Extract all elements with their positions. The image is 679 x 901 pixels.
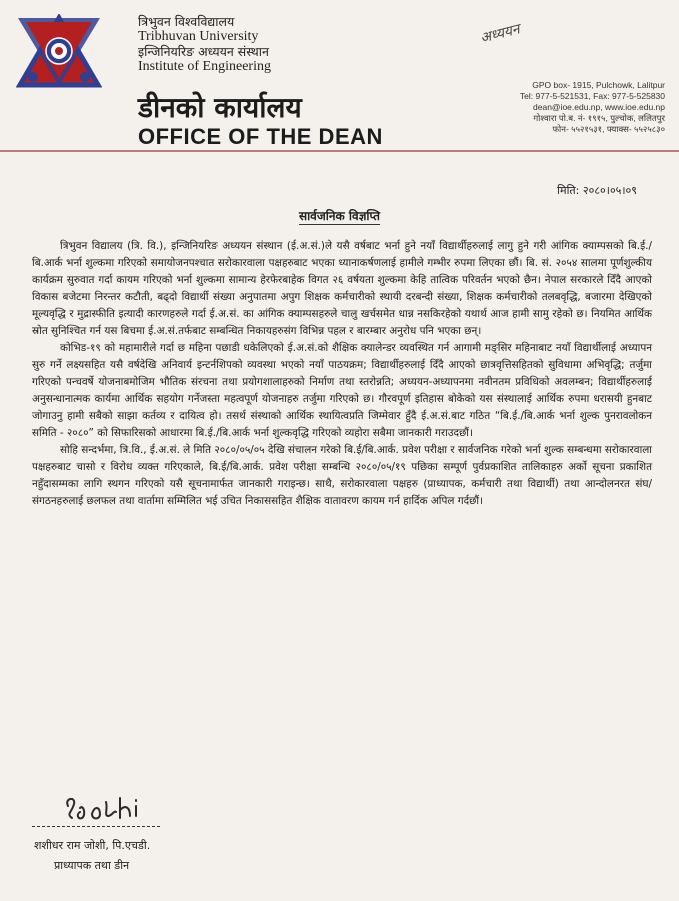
paragraph: सोहि सन्दर्भमा, त्रि.वि., ई.अ.सं. ले मिति २०८०/०५/०५ देखि संचालन गरेको बि.ई/बि.आर्क. प्रवेश परीक्षा र सार्वजनिक गरेको भर्ना शुल्क सम्बन्धमा सरोकारवाला पक्षहरुबाट चासो र विरोध व्यक्त गरिएकाले, बि.ई/बि.आर्क. प्रवेश परीक्षा सम्बन्धि २०८०/०५/१९ पछिका सम्पूर्ण पुर्वप्रकाशित तालिकाहरु अर्को सूचना प्रकाशित नहुँदासम्मका लागि स्थगन गरिएको यसै सूचनामार्फत जानकारी गराइन्छ। साथै, सरोकारवाला पक्षहरु (प्राध्यापक, कर्मचारी तथा विद्यार्थी) तथा आन्दोलनरत संघ/संगठनहरुलाई छलफल तथा वार्तामा सम्मिलित भई उचित निकाससहित शैक्षिक वातावरण कायम गर्न हार्दिक अपिल गर्दछौं। (32, 444, 652, 507)
contact-address: GPO box- 1915, Pulchowk, Lalitpur (532, 80, 665, 90)
handwritten-note: अध्ययन (478, 21, 522, 47)
institute-name-en: Institute of Engineering (138, 59, 271, 74)
notice-subject-text: सार्वजनिक विज्ञप्ति (298, 209, 381, 223)
institution-name-block (138, 14, 271, 74)
paragraph: त्रिभुवन विद्यालय (त्रि. वि.), इन्जिनियरिङ अध्ययन संस्थान (ई.अ.सं.)ले यसै वर्षबाट भर्ना हुने नयाँ विद्यार्थीहरुलाई लागु हुने गरी आंगिक क्याम्पसको बि.ई./बि.आर्क भर्ना शुल्कमा गरिएको समायोजनपश्चात सरोकारवाला पक्षहरुबाट भएका ध्यानाकर्षणलाई हामीले गम्भीर रुपमा लिएका छौं। बि. सं. २०५४ सालमा पूर्णशुल्कीय कार्यक्रम सुरुवात गर्दा कायम गरिएको भर्ना शुल्कमा सामान्य हेरफेरबाहेक विगत २६ वर्षयता शुल्कमा केहि तात्विक परिवर्तन भएको छैन। नेपाल सरकारले दिँदै आएको विकास बजेटमा निरन्तर कटौती, बढ्दो विद्यार्थी संख्या अनुपातमा अपुग शिक्षक कर्मचारीको स्थायी दरबन्दी संख्या, शिक्षक कर्मचारीको तलबवृद्धि, बजारमा देखिएको मूल्यवृद्धि र मुद्रास्फीति इत्यादी कारणहरुले गर्दा ई.अ.सं. का आंगिक क्याम्पसहरुले चालु खर्चसमेत धान्न नसकिरहेको यथार्थ आज हामी सामु रहेको छ। नियमित आर्थिक स्रोत सुनिश्चित गर्न यस बिचमा ई.अ.सं.तर्फबाट सम्बन्धित निकायहरुसंग विभिन्न पहल र बारम्बार अनुरोध पनि भएका छन्। (32, 240, 652, 337)
signature-line (32, 826, 160, 827)
contact-phone: Tel: 977-5-521531, Fax: 977-5-525830 (519, 91, 665, 101)
contact-web: dean@ioe.edu.np, www.ioe.edu.np (533, 102, 665, 112)
university-name-np: त्रिभुवन विश्वविद्यालय (138, 14, 235, 29)
notice-body (32, 238, 652, 510)
contact-address-np: गोश्वारा पो.ब. नं- १९१५, पुल्चोक, ललितपुर (533, 113, 665, 123)
office-title-np: डीनको कार्यालय (138, 91, 302, 124)
tribhuvan-university-logo (16, 14, 102, 88)
dean-signature (62, 792, 156, 824)
office-title-en: OFFICE OF THE DEAN (138, 124, 383, 149)
notice-subject (0, 207, 679, 224)
notice-date: मिति: २०८०।०५।०९ (557, 184, 637, 197)
contact-block (520, 80, 665, 135)
paragraph: कोभिड-१९ को महामारीले गर्दा छ महिना पछाडी धकेलिएको ई.अ.सं.को शैक्षिक क्यालेन्डर व्यवस्थित गर्न आगामी मङ्सिर महिनाबाट नयाँ विद्यार्थीलाई अध्यापन सुरु गर्ने लक्ष्यसहित यसै वर्षदेखि अनिवार्य इन्टर्नशिपको व्यवस्था भएको नयाँ पाठयक्रम; विद्यार्थीहरुलाई दिँदै आएको छात्रवृत्तिसहितको सुविधामा अभिवृद्धि; तर्जुमा गरिएको पन्चवर्षे योजनाबमोजिम भौतिक संरचना तथा प्रयोगशालाहरुको निर्माण तथा स्तरोन्नति; अध्ययन-अध्यापनमा नवीनतम प्रविधिको अवलम्बन; विद्यार्थीहरुलाई अनुसन्धानात्मक कार्यमा आर्थिक सहयोग गर्नेजस्ता महत्वपूर्ण योजनाहरु तर्जुमा गरिएको छ। गौरवपूर्ण इतिहास बोकेको यस संस्थालाई आर्थिक रुपमा धरासयी हुनबाट जोगाउनु हामी सबैको साझा कर्तव्य र दायित्व हो। तसर्थ संस्थाको आर्थिक स्थायित्वप्रति जिम्मेवार हुँदै ई.अ.सं.बाट गठित “बि.ई./बि.आर्क भर्ना शुल्क पुनरावलोकन समिति - २०८०” को सिफारिसको आधारमा बि.ई./बि.आर्क भर्ना शुल्कवृद्धि गरिएको व्यहोरा सबैमा जानकारी गराउदछौं। (32, 342, 652, 439)
institute-name-np: इन्जिनियरिङ अध्ययन संस्थान (138, 44, 269, 59)
signatory-name: शशीधर राम जोशी, पि.एचडी. (34, 839, 151, 852)
signatory-title: प्राध्यापक तथा डीन (54, 859, 130, 872)
contact-phone-np: फोन- ५५२१५३१, फ्याक्स- ५५२५८३० (552, 124, 665, 134)
header-divider (0, 150, 679, 152)
university-name-en: Tribhuvan University (138, 29, 259, 44)
